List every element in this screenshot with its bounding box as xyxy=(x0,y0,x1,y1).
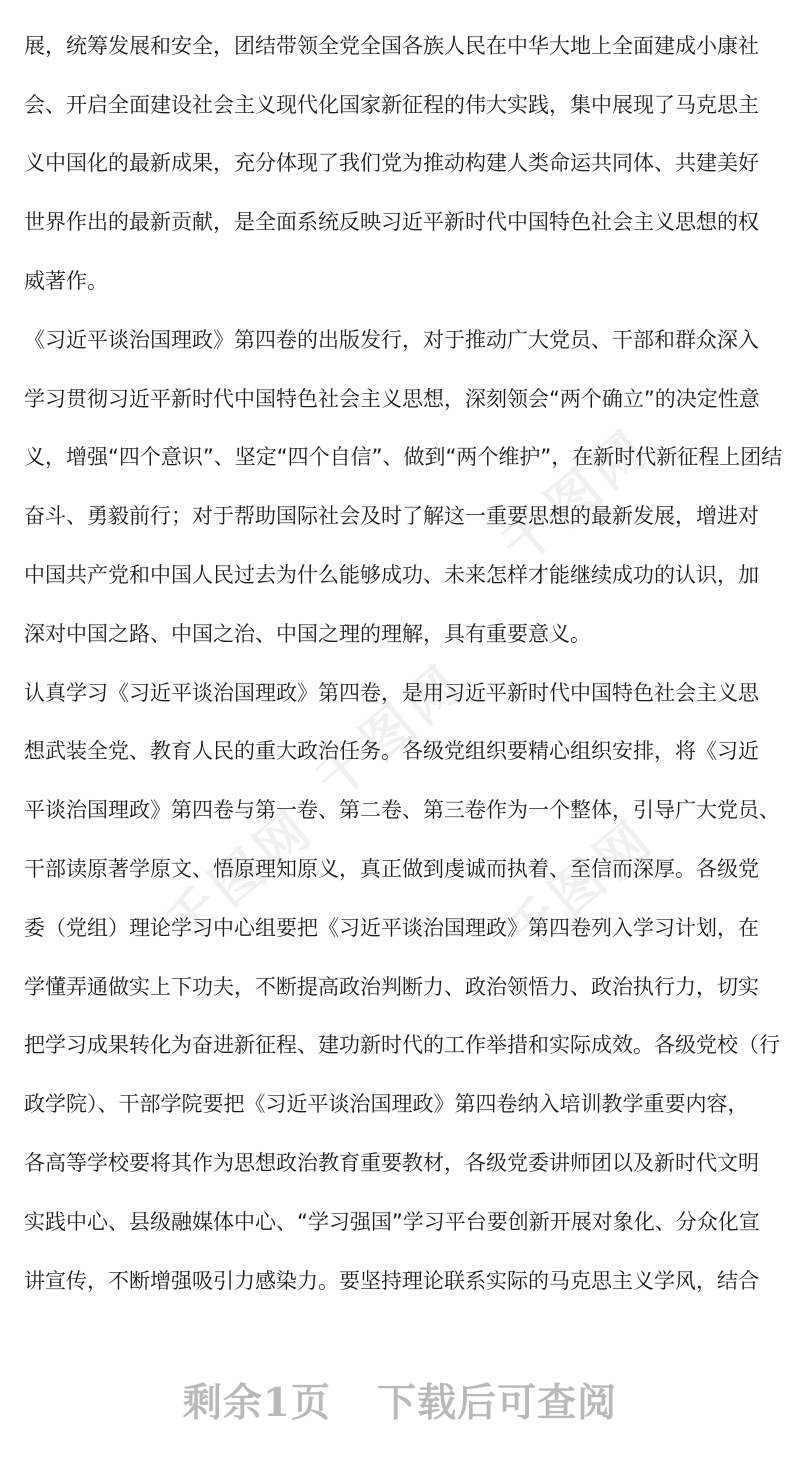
text-line: 学懂弄通做实上下功夫，不断提高政治判断力、政治领悟力、政治执行力，切实 xyxy=(24,974,759,999)
text-line: 展，统筹发展和安全，团结带领全党全国各族人民在中华大地上全面建成小康社 xyxy=(24,33,759,58)
document-body xyxy=(24,0,783,1310)
text-line: 威著作。 xyxy=(24,268,108,293)
text-line: 干部读原著学原文、悟原理知原义，真正做到虔诚而执着、至信而深厚。各级党 xyxy=(24,856,759,881)
watermark: 千图网 xyxy=(154,797,327,956)
text-line: 各高等学校要将其作为思想政治教育重要教材，各级党委讲师团以及新时代文明 xyxy=(24,1150,759,1175)
text-line: 中国共产党和中国人民过去为什么能够成功、未来怎样才能继续成功的认识，加 xyxy=(24,562,759,587)
text-line: 平谈治国理政》第四卷与第一卷、第二卷、第三卷作为一个整体，引导广大党员、 xyxy=(24,798,780,823)
text-line: 会、开启全面建设社会主义现代化国家新征程的伟大实践，集中展现了马克思主 xyxy=(24,92,759,117)
watermark: 千图网 xyxy=(490,417,663,576)
text-line: 认真学习《习近平谈治国理政》第四卷，是用习近平新时代中国特色社会主义思 xyxy=(24,680,759,705)
text-line: 世界作出的最新贡献，是全面系统反映习近平新时代中国特色社会主义思想的权 xyxy=(24,210,759,235)
text-line: 深对中国之路、中国之治、中国之理的理解，具有重要意义。 xyxy=(24,621,591,646)
watermark: 千图网 xyxy=(494,807,667,966)
download-banner[interactable] xyxy=(0,1370,800,1430)
text-line: 奋斗、勇毅前行；对于帮助国际社会及时了解这一重要思想的最新发展，增进对 xyxy=(24,504,759,529)
text-line: 《习近平谈治国理政》第四卷的出版发行，对于推动广大党员、干部和群众深入 xyxy=(24,327,759,352)
download-to-view-label[interactable]: 下载后可查阅 xyxy=(377,1380,618,1426)
text-line: 想武装全党、教育人民的重大政治任务。各级党组织要精心组织安排，将《习近 xyxy=(24,739,759,764)
remaining-pages-label: 剩余1页 xyxy=(182,1380,332,1426)
text-line: 学习贯彻习近平新时代中国特色社会主义思想，深刻领会“两个确立”的决定性意 xyxy=(24,386,760,411)
text-line xyxy=(24,0,779,17)
text-line: 义中国化的最新成果，充分体现了我们党为推动构建人类命运共同体、共建美好 xyxy=(24,151,759,176)
text-line: 实践中心、县级融媒体中心、“学习强国”学习平台要创新开展对象化、分众化宣 xyxy=(24,1209,760,1234)
watermark: 千图网 xyxy=(304,652,477,811)
text-line: 把学习成果转化为奋进新征程、建功新时代的工作举措和实际成效。各级党校（行 xyxy=(24,1033,780,1058)
text-line: 政学院）、干部学院要把《习近平谈治国理政》第四卷纳入培训教学重要内容， xyxy=(24,1092,749,1117)
text-line: 讲宣传，不断增强吸引力感染力。要坚持理论联系实际的马克思主义学风，结合 xyxy=(24,1268,759,1293)
text-line: 委（党组）理论学习中心组要把《习近平谈治国理政》第四卷列入学习计划，在 xyxy=(24,915,759,940)
text-line: 义，增强“四个意识”、坚定“四个自信”、做到“两个维护”，在新时代新征程上团结 xyxy=(24,445,783,470)
